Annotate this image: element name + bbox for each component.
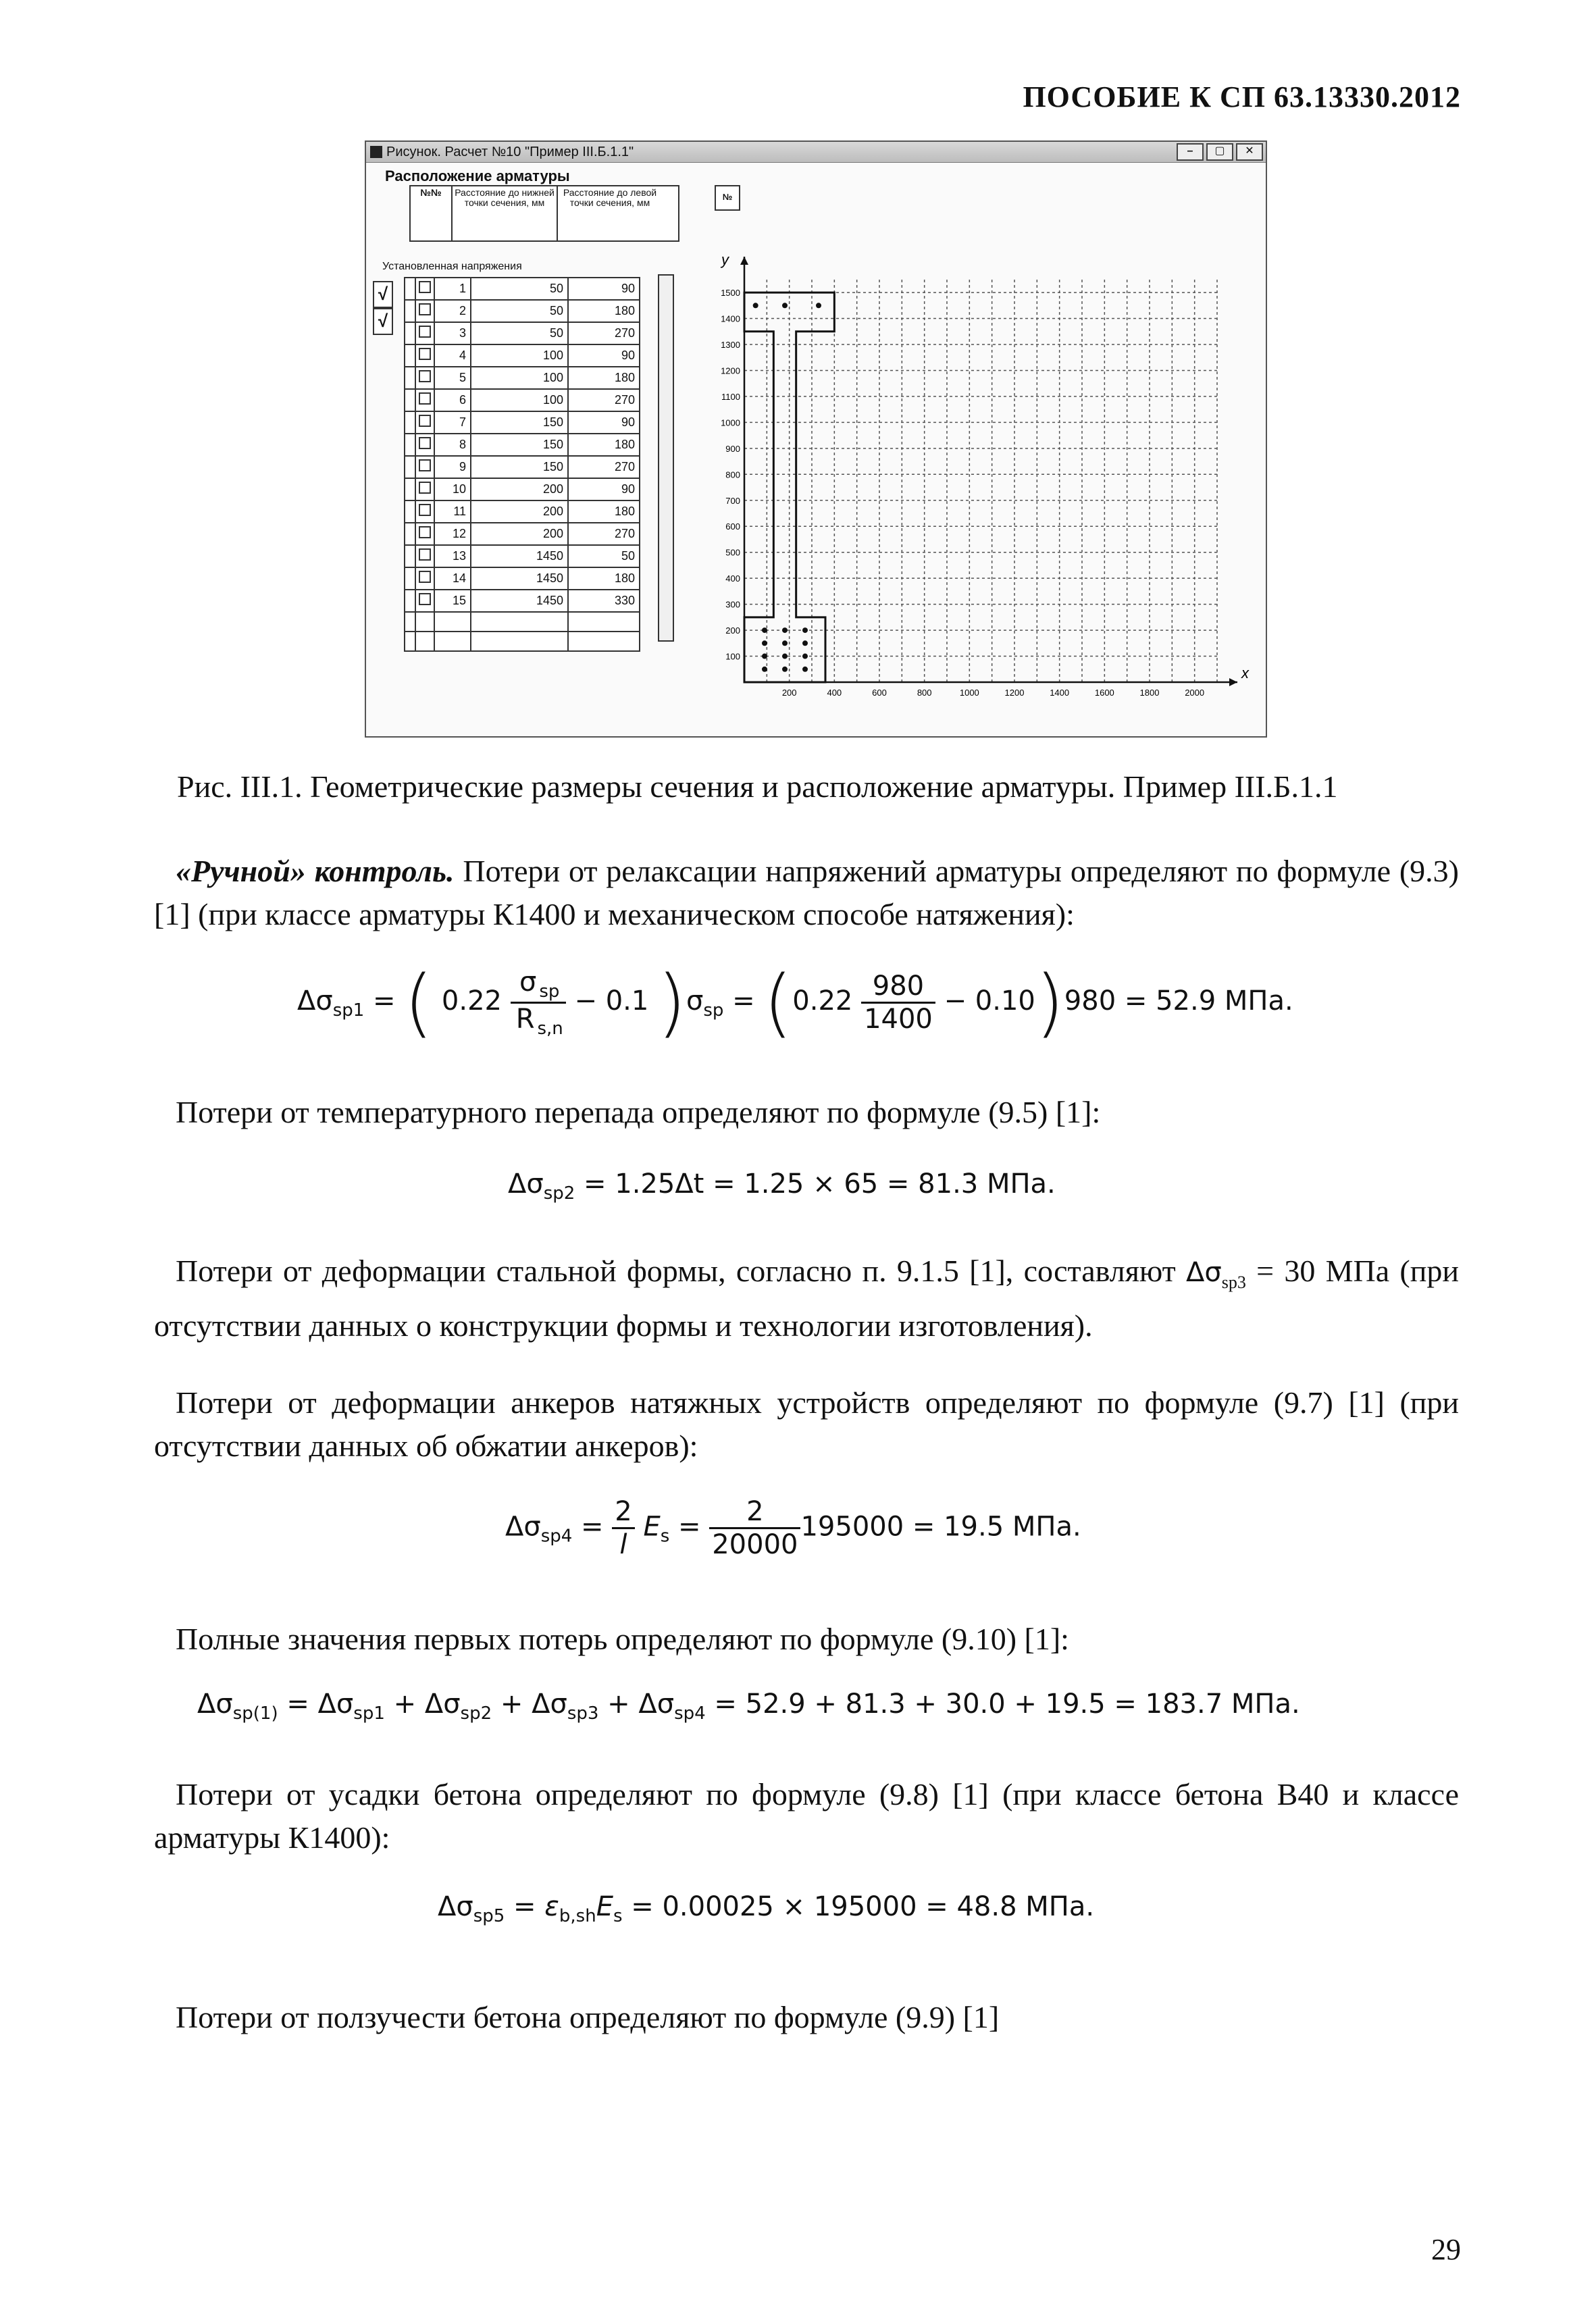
paren: ) — [657, 959, 686, 1046]
section-plot — [704, 223, 1258, 723]
para3-symbol: Δσ — [1186, 1257, 1222, 1288]
row-bottom-distance[interactable]: 1450 — [471, 590, 568, 612]
reinforcement-bar — [762, 654, 767, 659]
row-left-distance[interactable]: 180 — [568, 567, 640, 590]
y-tick-label: 1200 — [721, 365, 740, 376]
f1-num1-sub: sp — [539, 981, 560, 1002]
maximize-button[interactable]: ▢ — [1206, 143, 1233, 161]
row-selector[interactable] — [405, 300, 415, 322]
row-bottom-distance[interactable]: 100 — [471, 367, 568, 389]
f5-lhs-sub: sp(1) — [232, 1703, 278, 1724]
reinforcement-table — [404, 277, 640, 652]
y-tick-label: 800 — [725, 469, 740, 480]
f6-rhs: = 0.00025 × 195000 = 48.8 МПа. — [622, 1891, 1095, 1922]
table-row[interactable] — [405, 434, 640, 456]
f5-rhs: = 52.9 + 81.3 + 30.0 + 19.5 = 183.7 МПа. — [705, 1689, 1300, 1720]
f1-lhs-sub: sp1 — [332, 1000, 365, 1021]
table-row[interactable] — [405, 411, 640, 434]
row-number: 11 — [434, 500, 471, 523]
f1-eq2: = — [732, 985, 755, 1017]
para3-a: Потери от деформации стальной формы, согласно п. 9.1.5 [1], составляют — [176, 1254, 1186, 1288]
f6-eps-sub: b,sh — [559, 1906, 596, 1926]
row-selector[interactable] — [405, 567, 415, 590]
x-tick-label: 800 — [917, 688, 932, 698]
row-selector[interactable] — [405, 456, 415, 478]
reinforcement-bar — [816, 303, 821, 308]
row-number: 9 — [434, 456, 471, 478]
f4-num2: 2 — [709, 1496, 800, 1529]
f1-mult-sub: sp — [703, 1000, 724, 1021]
reinforcement-bar — [782, 654, 788, 659]
row-selector[interactable] — [405, 478, 415, 500]
row-selector[interactable] — [405, 434, 415, 456]
manual-control-heading: «Ручной» контроль. — [176, 854, 455, 888]
table-header — [409, 185, 679, 242]
reinforcement-bar — [782, 640, 788, 646]
row-bottom-distance[interactable]: 200 — [471, 523, 568, 545]
table-row[interactable] — [405, 367, 640, 389]
table-row[interactable] — [405, 344, 640, 367]
y-tick-label: 1500 — [721, 288, 740, 299]
row-checkbox[interactable] — [415, 367, 434, 389]
row-checkbox[interactable] — [415, 300, 434, 322]
column-header-number: №№ — [411, 186, 453, 240]
f2-lhs: Δσ — [508, 1168, 544, 1200]
row-checkbox[interactable] — [415, 456, 434, 478]
f6-eps: ε — [544, 1891, 559, 1922]
row-number: 10 — [434, 478, 471, 500]
y-tick-label: 1100 — [721, 391, 740, 402]
y-tick-label: 400 — [725, 573, 740, 584]
row-selector[interactable] — [405, 523, 415, 545]
reinforcement-bar — [782, 303, 788, 308]
row-number: 8 — [434, 434, 471, 456]
row-number: 2 — [434, 300, 471, 322]
f5-t2-sub: sp2 — [460, 1703, 492, 1724]
f1-eq1: = — [373, 985, 396, 1017]
formula-first-losses: $\Delta\sigma_{sp(1)} = \Delta\sigma_{sp1} + \Delta\sigma_{sp2} + \Delta\sigma_{sp3} + \Delta\sigma_{sp4} = 52.9 + 81.3 + 30.0 + 19.5 = 183.7$ МПа. — [197, 1689, 1300, 1724]
row-selector[interactable] — [405, 500, 415, 523]
row-bottom-distance[interactable]: 150 — [471, 434, 568, 456]
f1-const1: 0.22 — [441, 985, 502, 1017]
f4-frac2 — [709, 1496, 800, 1560]
window-title: Рисунок. Расчет №10 "Пример III.Б.1.1" — [386, 144, 634, 159]
paragraph-temperature: Потери от температурного перепада определяют по формуле (9.5) [1]: — [176, 1095, 1101, 1129]
row-checkbox[interactable] — [415, 500, 434, 523]
column-header-left-distance: Расстояние до левой точки сечения, мм — [563, 187, 657, 208]
row-selector[interactable] — [405, 322, 415, 344]
x-tick-label: 1000 — [959, 688, 979, 698]
minimize-button[interactable]: – — [1177, 143, 1204, 161]
window-title-bar — [366, 142, 1266, 163]
y-tick-label: 1300 — [721, 340, 740, 350]
paragraph-form-deformation — [154, 1250, 1459, 1347]
row-left-distance[interactable]: 90 — [568, 344, 640, 367]
row-bottom-distance[interactable]: 50 — [471, 322, 568, 344]
f1-den1-sym: R — [515, 1003, 535, 1035]
f1-den2: 1400 — [864, 1003, 933, 1035]
paren: ) — [1035, 959, 1064, 1046]
f1-den1 — [511, 1004, 566, 1039]
row-checkbox[interactable] — [415, 434, 434, 456]
row-selector[interactable] — [405, 590, 415, 612]
f5-t3: Δσ — [532, 1689, 567, 1720]
y-tick-label: 100 — [725, 651, 740, 662]
row-number: 15 — [434, 590, 471, 612]
row-selector[interactable] — [405, 278, 415, 300]
table-row[interactable] — [405, 322, 640, 344]
f6-es: E — [596, 1891, 613, 1922]
row-number: 5 — [434, 367, 471, 389]
app-icon — [370, 146, 382, 158]
f4-den1: l — [619, 1529, 627, 1560]
row-checkbox[interactable] — [415, 278, 434, 300]
f5-t1: Δσ — [317, 1689, 354, 1720]
number-toggle-button[interactable]: № — [715, 185, 740, 211]
paragraph-relaxation — [154, 850, 1459, 936]
y-tick-label: 900 — [725, 443, 740, 454]
table-row-empty[interactable] — [405, 632, 640, 651]
row-left-distance[interactable]: 270 — [568, 322, 640, 344]
row-bottom-distance[interactable]: 50 — [471, 300, 568, 322]
row-left-distance[interactable]: 180 — [568, 500, 640, 523]
f4-result: 195000 = 19.5 МПа. — [800, 1511, 1081, 1543]
paragraph-anchor-deformation: Потери от деформации анкеров натяжных устройств определяют по формуле (9.7) [1] (при отсутствии данных об обжатии анкеров): — [154, 1385, 1459, 1463]
figure-caption: Рис. III.1. Геометрические размеры сечения и расположение арматуры. Пример III.Б.1.1 — [177, 769, 1338, 804]
row-left-distance[interactable]: 90 — [568, 278, 640, 300]
x-tick-label: 2000 — [1185, 688, 1205, 698]
table-row[interactable] — [405, 523, 640, 545]
f5-t3-sub: sp3 — [567, 1703, 599, 1724]
reinforcement-bar — [782, 667, 788, 672]
table-row[interactable] — [405, 500, 640, 523]
row-checkbox[interactable] — [415, 322, 434, 344]
row-bottom-distance[interactable]: 100 — [471, 344, 568, 367]
y-tick-label: 1400 — [721, 313, 740, 324]
row-left-distance[interactable]: 180 — [568, 367, 640, 389]
row-checkbox[interactable] — [415, 344, 434, 367]
f1-frac2 — [861, 971, 935, 1035]
paragraph-creep: Потери от ползучести бетона определяют по формуле (9.9) [1] — [176, 2000, 1000, 2034]
y-tick-label: 1000 — [721, 417, 740, 428]
row-bottom-distance[interactable]: 200 — [471, 478, 568, 500]
y-tick-label: 700 — [725, 495, 740, 506]
paragraph-shrinkage: Потери от усадки бетона определяют по формуле (9.8) [1] (при классе бетона В40 и классе арматуры К1400): — [154, 1777, 1459, 1855]
reinforcement-bar — [762, 627, 767, 633]
row-checkbox[interactable] — [415, 523, 434, 545]
y-tick-label: 500 — [725, 547, 740, 558]
x-tick-label: 400 — [827, 688, 842, 698]
page-header: ПОСОБИЕ К СП 63.13330.2012 — [1023, 80, 1461, 113]
f4-lhs: Δσ — [505, 1511, 541, 1543]
y-tick-label: 200 — [725, 625, 740, 636]
f5-lhs: Δσ — [197, 1689, 233, 1720]
check-button-2[interactable]: √ — [373, 308, 393, 335]
reinforcement-bar — [782, 627, 788, 633]
panel-title: Расположение арматуры — [385, 168, 570, 184]
f5-t4: Δσ — [638, 1689, 675, 1720]
para3-b: = 30 МПа (при отсутствии данных о конструкции формы и технологии изготовления). — [154, 1254, 1459, 1343]
reinforcement-bar — [802, 640, 808, 646]
f4-es: E — [643, 1511, 661, 1543]
x-tick-label: 600 — [872, 688, 887, 698]
row-checkbox[interactable] — [415, 545, 434, 567]
f1-frac1 — [511, 967, 566, 1039]
f5-t1-sub: sp1 — [353, 1703, 385, 1724]
reinforcement-bar — [802, 667, 808, 672]
f1-num1-sym: σ — [519, 966, 537, 998]
embedded-window — [365, 140, 1267, 738]
paragraph-text: Потери от релаксации напряжений арматуры определяют по формуле (9.3) [1] (при классе арматуры К1400 и механическом способе натяжения): — [154, 854, 1459, 931]
f1-mult: σ — [686, 985, 704, 1017]
row-left-distance[interactable]: 330 — [568, 590, 640, 612]
table-row[interactable] — [405, 545, 640, 567]
formula-relaxation — [297, 959, 1293, 1046]
x-tick-label: 1800 — [1139, 688, 1160, 698]
f1-num2: 980 — [861, 971, 935, 1004]
f1-lhs: Δσ — [297, 985, 333, 1017]
row-left-distance[interactable]: 180 — [568, 434, 640, 456]
row-left-distance[interactable]: 90 — [568, 411, 640, 434]
f4-den2: 20000 — [712, 1529, 798, 1560]
y-tick-label: 300 — [725, 599, 740, 610]
f1-result: 980 = 52.9 МПа. — [1064, 985, 1293, 1017]
table-row[interactable] — [405, 300, 640, 322]
f4-lhs-sub: sp4 — [540, 1526, 573, 1547]
reinforcement-bar — [802, 654, 808, 659]
row-number: 7 — [434, 411, 471, 434]
table-row-empty[interactable] — [405, 612, 640, 632]
row-number: 3 — [434, 322, 471, 344]
table-row[interactable] — [405, 567, 640, 590]
y-axis-arrow — [740, 257, 748, 265]
f1-minus1: − 0.1 — [574, 985, 649, 1017]
column-header-bottom-distance: Расстояние до нижней точки сечения, мм — [453, 186, 558, 240]
table-scrollbar[interactable] — [658, 274, 674, 642]
f2-rhs: = 1.25Δt = 1.25 × 65 = 81.3 МПа. — [575, 1168, 1056, 1200]
f4-frac1 — [612, 1496, 634, 1560]
row-number: 1 — [434, 278, 471, 300]
row-left-distance[interactable]: 270 — [568, 523, 640, 545]
paren: ( — [763, 959, 793, 1046]
reinforcement-bar — [762, 640, 767, 646]
row-selector[interactable] — [405, 367, 415, 389]
table-row[interactable] — [405, 456, 640, 478]
reinforcement-bar — [802, 627, 808, 633]
formula-shrinkage: $\Delta\sigma_{sp5} = \varepsilon_{b,sh}E_s = 0.00025 \times 195000 = 48.8$ МПа. — [438, 1891, 1095, 1926]
row-left-distance[interactable]: 90 — [568, 478, 640, 500]
x-tick-label: 1600 — [1094, 688, 1114, 698]
y-axis-label: y — [721, 251, 729, 268]
row-left-distance[interactable]: 180 — [568, 300, 640, 322]
row-bottom-distance[interactable]: 150 — [471, 411, 568, 434]
formula-anchor: $\Delta\sigma_{sp4}$ = $\frac{2}{l}$ $E_s$ = $\frac{2}{20000}$ 195000 = 19.5 МПа. — [505, 1496, 1081, 1560]
row-bottom-distance[interactable]: 50 — [471, 278, 568, 300]
f1-const2: 0.22 — [792, 985, 853, 1017]
row-number: 13 — [434, 545, 471, 567]
f6-lhs-sub: sp5 — [473, 1906, 505, 1926]
f6-lhs: Δσ — [438, 1891, 473, 1922]
row-left-distance[interactable]: 270 — [568, 456, 640, 478]
row-number: 12 — [434, 523, 471, 545]
row-bottom-distance[interactable]: 200 — [471, 500, 568, 523]
reinforcement-bar — [753, 303, 758, 308]
y-tick-label: 600 — [725, 521, 740, 532]
x-axis-arrow — [1229, 678, 1237, 686]
row-number: 6 — [434, 389, 471, 411]
reinforcement-bar — [762, 667, 767, 672]
row-checkbox[interactable] — [415, 478, 434, 500]
row-bottom-distance[interactable]: 1450 — [471, 567, 568, 590]
x-tick-label: 1200 — [1004, 688, 1025, 698]
page-number: 29 — [1431, 2233, 1461, 2266]
row-checkbox[interactable] — [415, 567, 434, 590]
f5-t2: Δσ — [424, 1689, 461, 1720]
row-selector[interactable] — [405, 411, 415, 434]
row-number: 4 — [434, 344, 471, 367]
x-tick-label: 200 — [781, 688, 797, 698]
para3-sub: sp3 — [1221, 1272, 1246, 1293]
row-selector[interactable] — [405, 389, 415, 411]
row-left-distance[interactable]: 50 — [568, 545, 640, 567]
row-checkbox[interactable] — [415, 411, 434, 434]
row-bottom-distance[interactable]: 100 — [471, 389, 568, 411]
row-checkbox[interactable] — [415, 389, 434, 411]
f4-es-sub: s — [660, 1526, 670, 1547]
row-left-distance[interactable]: 270 — [568, 389, 640, 411]
close-button[interactable]: ✕ — [1236, 143, 1263, 161]
f1-den1-sub: s,n — [537, 1018, 563, 1039]
paragraph-first-losses: Полные значения первых потерь определяют по формуле (9.10) [1]: — [176, 1622, 1069, 1656]
check-button-1[interactable]: √ — [373, 281, 393, 308]
f5-t4-sub: sp4 — [674, 1703, 706, 1724]
f4-num1: 2 — [612, 1496, 634, 1529]
f1-num1 — [511, 967, 566, 1004]
f1-minus2: − 0.10 — [944, 985, 1035, 1017]
table-row[interactable] — [405, 478, 640, 500]
row-bottom-distance[interactable]: 150 — [471, 456, 568, 478]
table-row[interactable] — [405, 590, 640, 612]
x-axis-label: x — [1241, 665, 1249, 682]
x-tick-label: 1400 — [1050, 688, 1070, 698]
row-number: 14 — [434, 567, 471, 590]
row-checkbox[interactable] — [415, 590, 434, 612]
f2-lhs-sub: sp2 — [543, 1183, 575, 1204]
stress-label: Установленная напряжения — [382, 261, 522, 272]
table-row[interactable] — [405, 278, 640, 300]
row-bottom-distance[interactable]: 1450 — [471, 545, 568, 567]
table-row[interactable] — [405, 389, 640, 411]
paren: ( — [404, 959, 434, 1046]
row-selector[interactable] — [405, 545, 415, 567]
f6-es-sub: s — [613, 1906, 623, 1926]
formula-temperature — [508, 1168, 1056, 1204]
row-selector[interactable] — [405, 344, 415, 367]
